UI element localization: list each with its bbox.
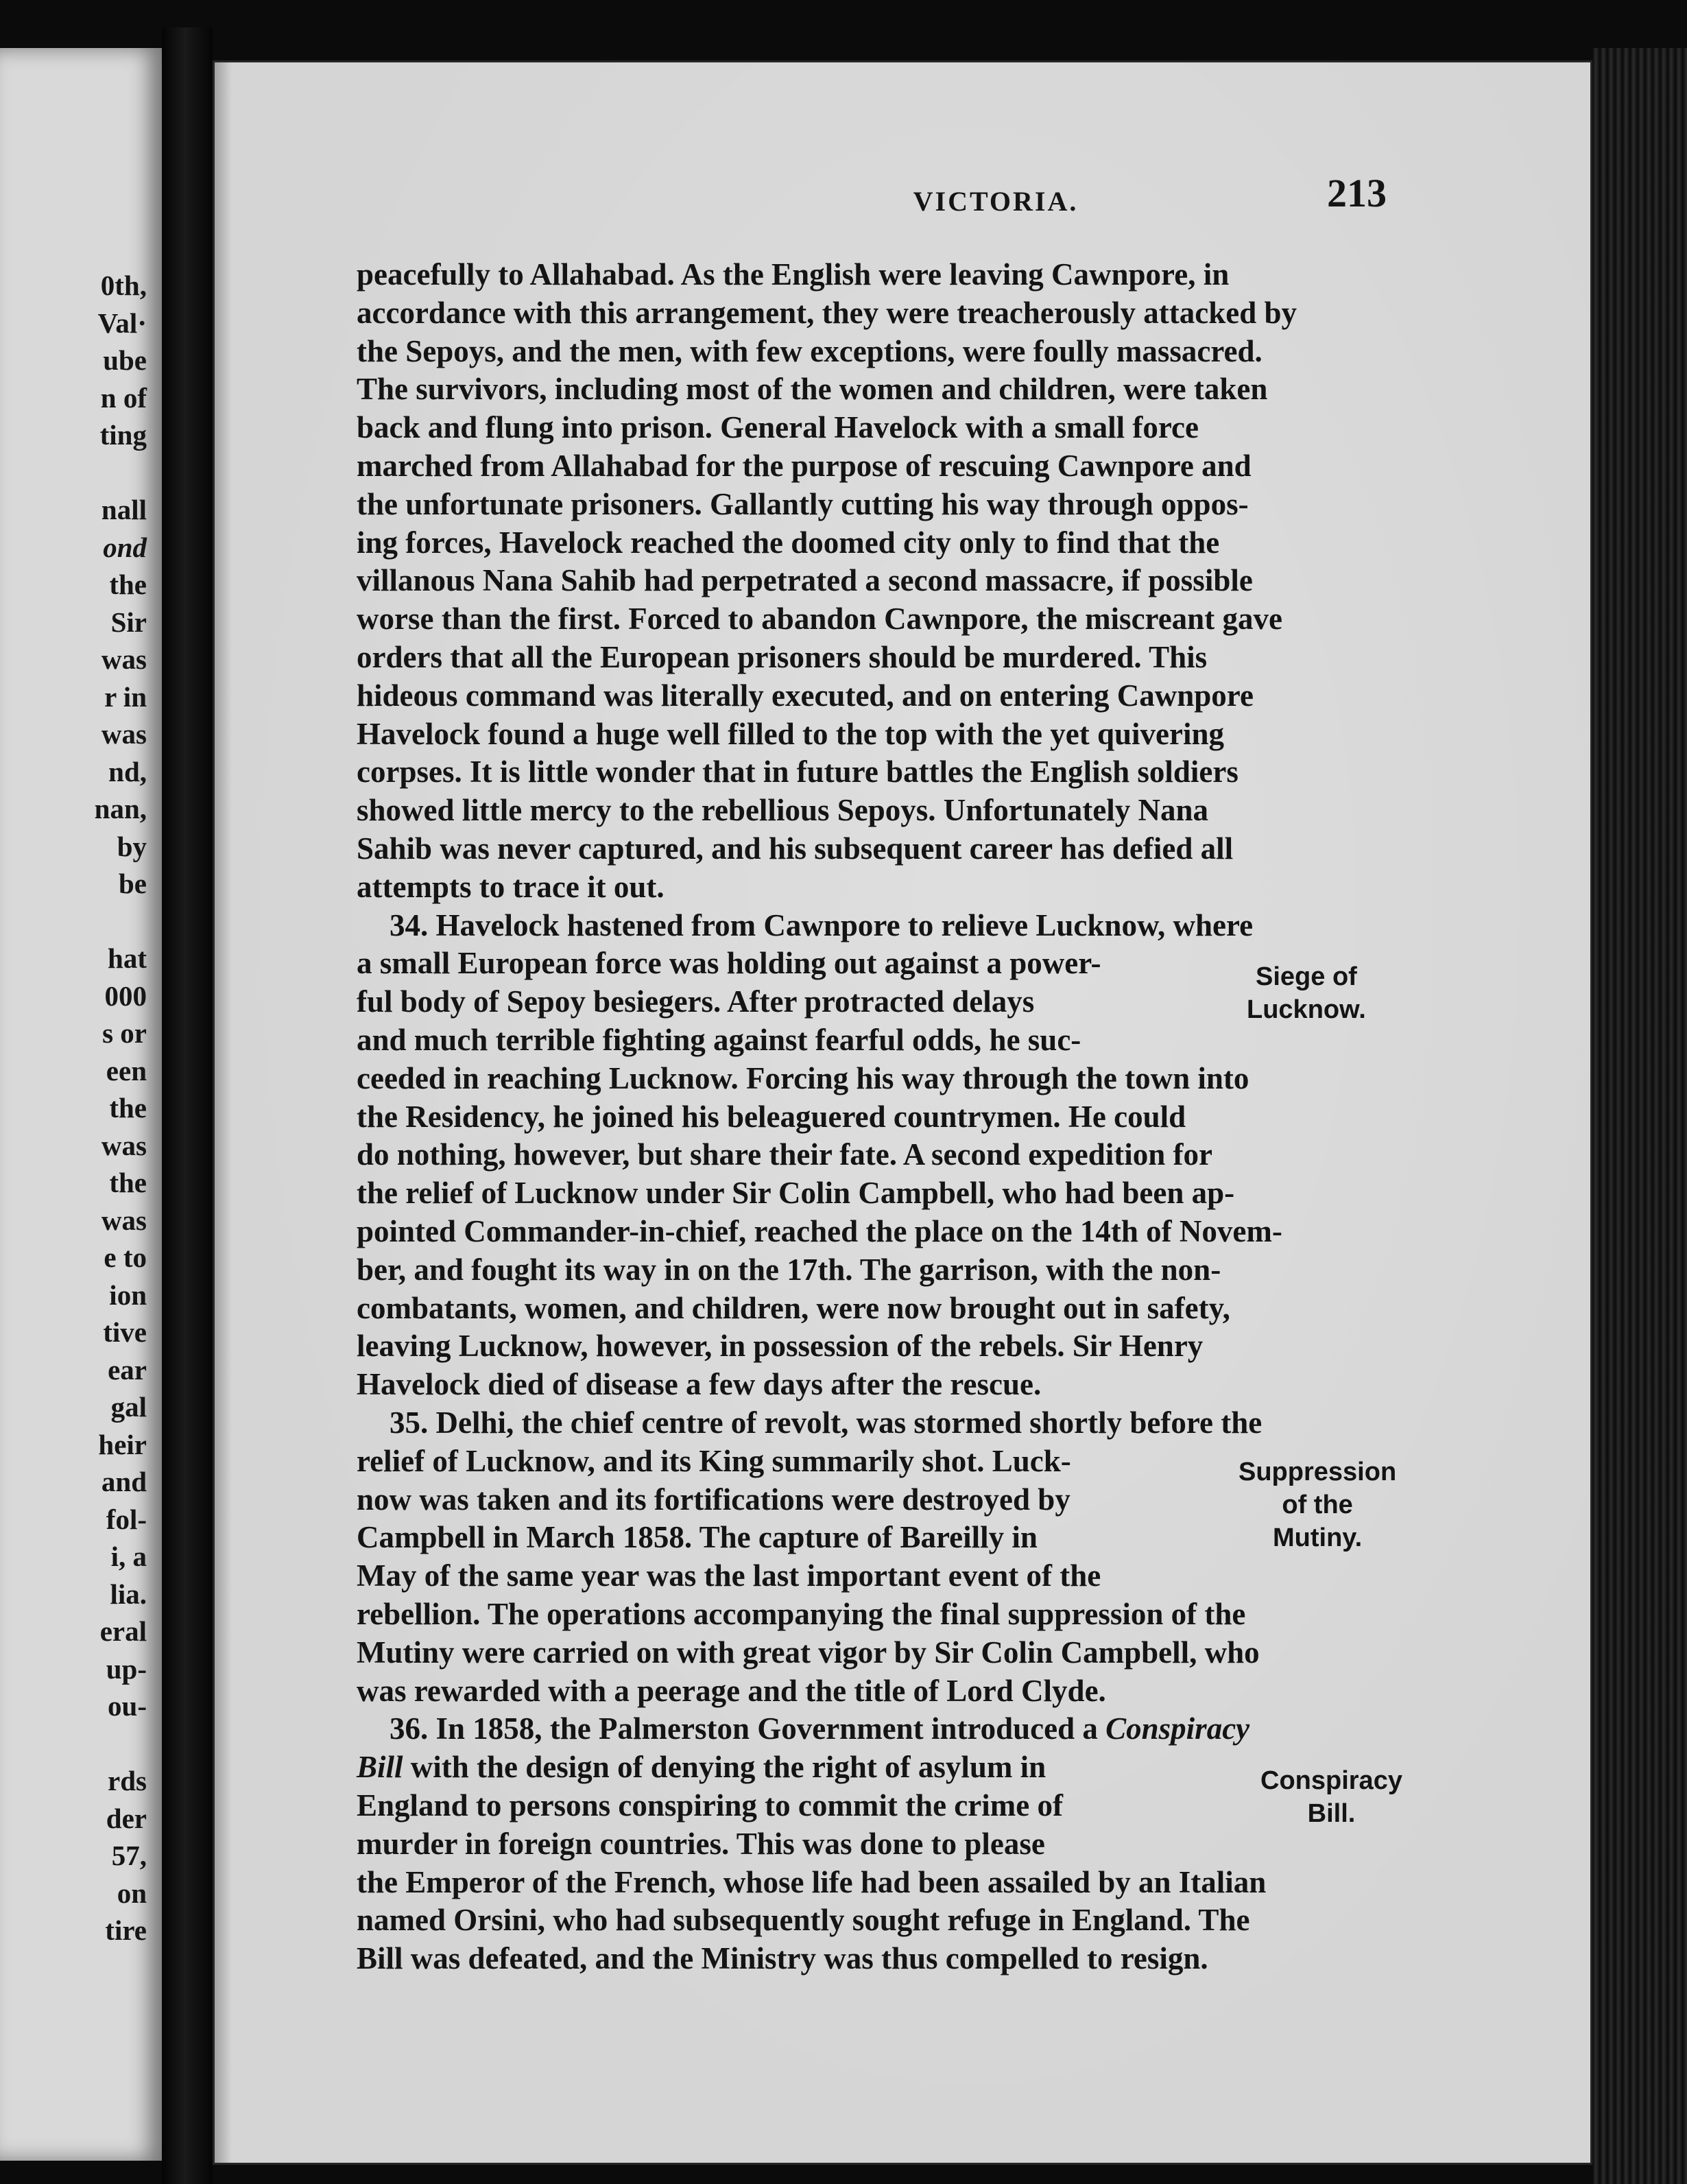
text-line [357, 1595, 1245, 1633]
text-line [357, 1863, 1266, 1901]
left-page-fragment: s or [102, 1017, 147, 1049]
line-text: ing forces, Havelock reached the doomed city only to find that the [357, 525, 1220, 560]
text-line [357, 600, 1282, 638]
left-page-fragment: r in [104, 680, 147, 713]
line-text: Bill was defeated, and the Ministry was thus compelled to resign. [357, 1941, 1208, 1976]
text-line [357, 294, 1297, 332]
line-text: with the design of denying the right of asylum in [403, 1750, 1046, 1785]
text-line [357, 1174, 1234, 1212]
left-page-fragment: and [101, 1466, 147, 1497]
text-line [357, 944, 1101, 982]
left-page-fragment: up- [106, 1652, 147, 1685]
sidenote-line: Suppression [1239, 1458, 1397, 1486]
line-text: orders that all the European prisoners should be murdered. This [357, 640, 1208, 674]
text-line [357, 1556, 1101, 1595]
text-line [357, 752, 1239, 791]
line-text: worse than the first. Forced to abandon Cawnpore, the miscreant gave [357, 602, 1282, 637]
left-page-fragment: e to [104, 1242, 147, 1273]
line-text: a small European force was holding out against a power- [357, 946, 1101, 981]
text-line [357, 370, 1267, 408]
sidenote-line: Siege of [1256, 962, 1357, 991]
line-text: ful body of Sepoy besiegers. After protracted delays [357, 984, 1035, 1019]
text-line [357, 1021, 1081, 1059]
text-line [357, 485, 1249, 523]
line-text: the Emperor of the French, whose life had been assailed by an Italian [357, 1864, 1267, 1899]
left-page-fragment: fol- [106, 1503, 147, 1535]
left-page-fragment: tire [105, 1914, 147, 1946]
line-text: showed little mercy to the rebellious Sepoys. Unfortunately Nana [357, 793, 1209, 828]
line-text: relief of Lucknow, and its King summarily shot. Luck- [357, 1443, 1071, 1478]
text-line [390, 1403, 1262, 1442]
left-page-fragment: ond [103, 531, 147, 563]
text-line [357, 1901, 1249, 1939]
text-line [357, 332, 1263, 370]
left-page-fragment: Sir [110, 606, 147, 638]
text-line [390, 1709, 1249, 1748]
text-line [357, 1442, 1071, 1480]
left-page-fragment: ion [109, 1279, 147, 1311]
sidenote-siege-of-lucknow [1247, 960, 1366, 1026]
left-page-fragment: the [109, 569, 147, 600]
line-text: the Residency, he joined his beleaguered countrymen. He could [357, 1099, 1186, 1134]
page-edges [1592, 48, 1687, 2184]
text-line [357, 1480, 1070, 1519]
left-page-fragment: was [101, 1129, 147, 1161]
italic-text: Conspiracy [1105, 1711, 1250, 1746]
text-line [357, 447, 1252, 485]
left-page-fragment: the [109, 1167, 147, 1198]
text-line [357, 1825, 1045, 1863]
line-text: the Sepoys, and the men, with few exceptions, were foully massacred. [357, 333, 1263, 368]
left-page-fragment: nan, [94, 793, 147, 824]
left-page-fragment: the [109, 1092, 147, 1124]
line-text: ceeded in reaching Lucknow. Forcing his way through the town into [357, 1060, 1249, 1095]
left-page-fragment: lia. [110, 1578, 147, 1610]
line-text: Havelock died of disease a few days after the rescue. [357, 1367, 1042, 1402]
left-page-fragment: gal [110, 1391, 147, 1423]
left-facing-page [0, 48, 162, 2161]
text-line [357, 1289, 1230, 1327]
left-page-fragment: n of [100, 381, 147, 414]
left-page-fragment: by [117, 830, 147, 862]
text-line [357, 1365, 1041, 1403]
text-line [357, 1327, 1203, 1365]
text-line [357, 1059, 1249, 1097]
line-text: do nothing, however, but share their fate. A second expedition for [357, 1137, 1212, 1172]
text-line [357, 1250, 1221, 1289]
left-page-fragment: 000 [104, 980, 147, 1012]
text-line [357, 638, 1207, 676]
line-text: murder in foreign countries. This was done to please [357, 1826, 1045, 1861]
left-page-fragment: ube [103, 344, 147, 376]
text-line [357, 676, 1254, 715]
sidenote-line: Conspiracy [1260, 1766, 1402, 1795]
page-number: 213 [1327, 171, 1387, 215]
text-line [357, 1939, 1208, 1978]
line-text: accordance with this arrangement, they were treacherously attacked by [357, 295, 1297, 330]
line-text: back and flung into prison. General Havelock with a small force [357, 410, 1199, 445]
text-line [357, 1748, 1046, 1786]
line-text: 35. Delhi, the chief centre of revolt, was stormed shortly before the [390, 1405, 1263, 1440]
sidenote-conspiracy-bill [1260, 1764, 1402, 1830]
text-line [357, 1672, 1106, 1710]
line-text: named Orsini, who had subsequently sought refuge in England. The [357, 1903, 1250, 1938]
running-head: VICTORIA. [913, 186, 1079, 217]
line-text: and much terrible fighting against fearful odds, he suc- [357, 1023, 1081, 1057]
text-line [357, 255, 1229, 294]
line-text: now was taken and its fortifications were destroyed by [357, 1482, 1070, 1517]
left-page-fragment: ting [99, 419, 147, 451]
left-page-fragment: eral [99, 1615, 147, 1647]
text-line [357, 408, 1199, 447]
sidenote-line: of the [1282, 1491, 1353, 1519]
line-text: 36. In 1858, the Palmerston Government introduced a [390, 1711, 1106, 1746]
text-line [390, 906, 1253, 945]
text-line [357, 1212, 1282, 1250]
left-page-fragment: ou- [108, 1690, 147, 1722]
line-text: the unfortunate prisoners. Gallantly cutting his way through oppos- [357, 486, 1249, 521]
line-text: May of the same year was the last important event of the [357, 1558, 1101, 1593]
line-text: rebellion. The operations accompanying the final suppression of the [357, 1597, 1246, 1631]
page-header [213, 171, 1592, 218]
left-page-fragment: Val· [97, 307, 147, 339]
left-page-fragment: rds [108, 1765, 147, 1796]
left-page-fragment: hat [108, 942, 147, 974]
line-text: the relief of Lucknow under Sir Colin Campbell, who had been ap- [357, 1176, 1235, 1211]
text-line [357, 829, 1233, 868]
line-text: Mutiny were carried on with great vigor by Sir Colin Campbell, who [357, 1635, 1260, 1670]
sidenote-suppression-of-the-mutiny [1239, 1456, 1396, 1554]
left-page-fragment: een [106, 1054, 147, 1087]
line-text: was rewarded with a peerage and the title of Lord Clyde. [357, 1673, 1106, 1708]
line-text: peacefully to Allahabad. As the English were leaving Cawnpore, in [357, 257, 1230, 292]
left-page-fragment: 0th, [100, 270, 147, 301]
left-page-fragment: nall [101, 494, 147, 525]
sidenote-line: Mutiny. [1272, 1523, 1363, 1552]
text-line [357, 523, 1219, 562]
line-text: marched from Allahabad for the purpose of rescuing Cawnpore and [357, 449, 1252, 483]
line-text: leaving Lucknow, however, in possession of the rebels. Sir Henry [357, 1329, 1204, 1364]
text-line [357, 868, 665, 906]
left-page-fragment: der [106, 1802, 147, 1834]
sidenote-line: Lucknow. [1247, 995, 1366, 1024]
left-page-fragment: was [101, 643, 147, 675]
book-gutter [162, 27, 213, 2184]
line-text: Campbell in March 1858. The capture of Bareilly in [357, 1520, 1038, 1555]
italic-text: Bill [357, 1750, 403, 1785]
text-line [357, 1633, 1260, 1672]
text-line [357, 715, 1224, 753]
line-text: attempts to trace it out. [357, 869, 665, 904]
line-text: pointed Commander-in-chief, reached the place on the 14th of Novem- [357, 1214, 1282, 1248]
line-text: villanous Nana Sahib had perpetrated a second massacre, if possible [357, 563, 1253, 598]
line-text: corpses. It is little wonder that in future battles the English soldiers [357, 755, 1239, 790]
left-page-fragment: on [117, 1877, 147, 1909]
line-text: England to persons conspiring to commit the crime of [357, 1788, 1063, 1823]
text-line [357, 982, 1034, 1021]
line-text: ber, and fought its way in on the 17th. The garrison, with the non- [357, 1252, 1221, 1287]
left-page-fragment: be [119, 868, 147, 899]
line-text: 34. Havelock hastened from Cawnpore to relieve Lucknow, where [390, 907, 1254, 942]
left-page-fragment: ear [108, 1353, 147, 1386]
line-text: The survivors, including most of the women and children, were taken [357, 372, 1268, 407]
left-page-fragment: 57, [111, 1840, 147, 1871]
left-page-fragment: i, a [110, 1541, 147, 1572]
text-line [357, 791, 1208, 829]
line-text: Havelock found a huge well filled to the top with the yet quivering [357, 716, 1225, 751]
left-page-fragment: heir [98, 1428, 147, 1460]
left-page-fragment: was [101, 718, 147, 750]
left-page-fragment: was [101, 1204, 147, 1236]
line-text: combatants, women, and children, were now brought out in safety, [357, 1290, 1230, 1325]
text-line [357, 1135, 1212, 1174]
text-line [357, 1786, 1063, 1825]
sidenote-line: Bill. [1307, 1799, 1356, 1828]
left-page-fragment: nd, [108, 755, 147, 787]
text-line [357, 1097, 1186, 1136]
line-text: Sahib was never captured, and his subsequent career has defied all [357, 831, 1234, 866]
line-text: hideous command was literally executed, and on entering Cawnpore [357, 678, 1254, 713]
text-line [357, 561, 1253, 600]
left-page-fragment: tive [103, 1316, 147, 1348]
text-line [357, 1518, 1038, 1556]
